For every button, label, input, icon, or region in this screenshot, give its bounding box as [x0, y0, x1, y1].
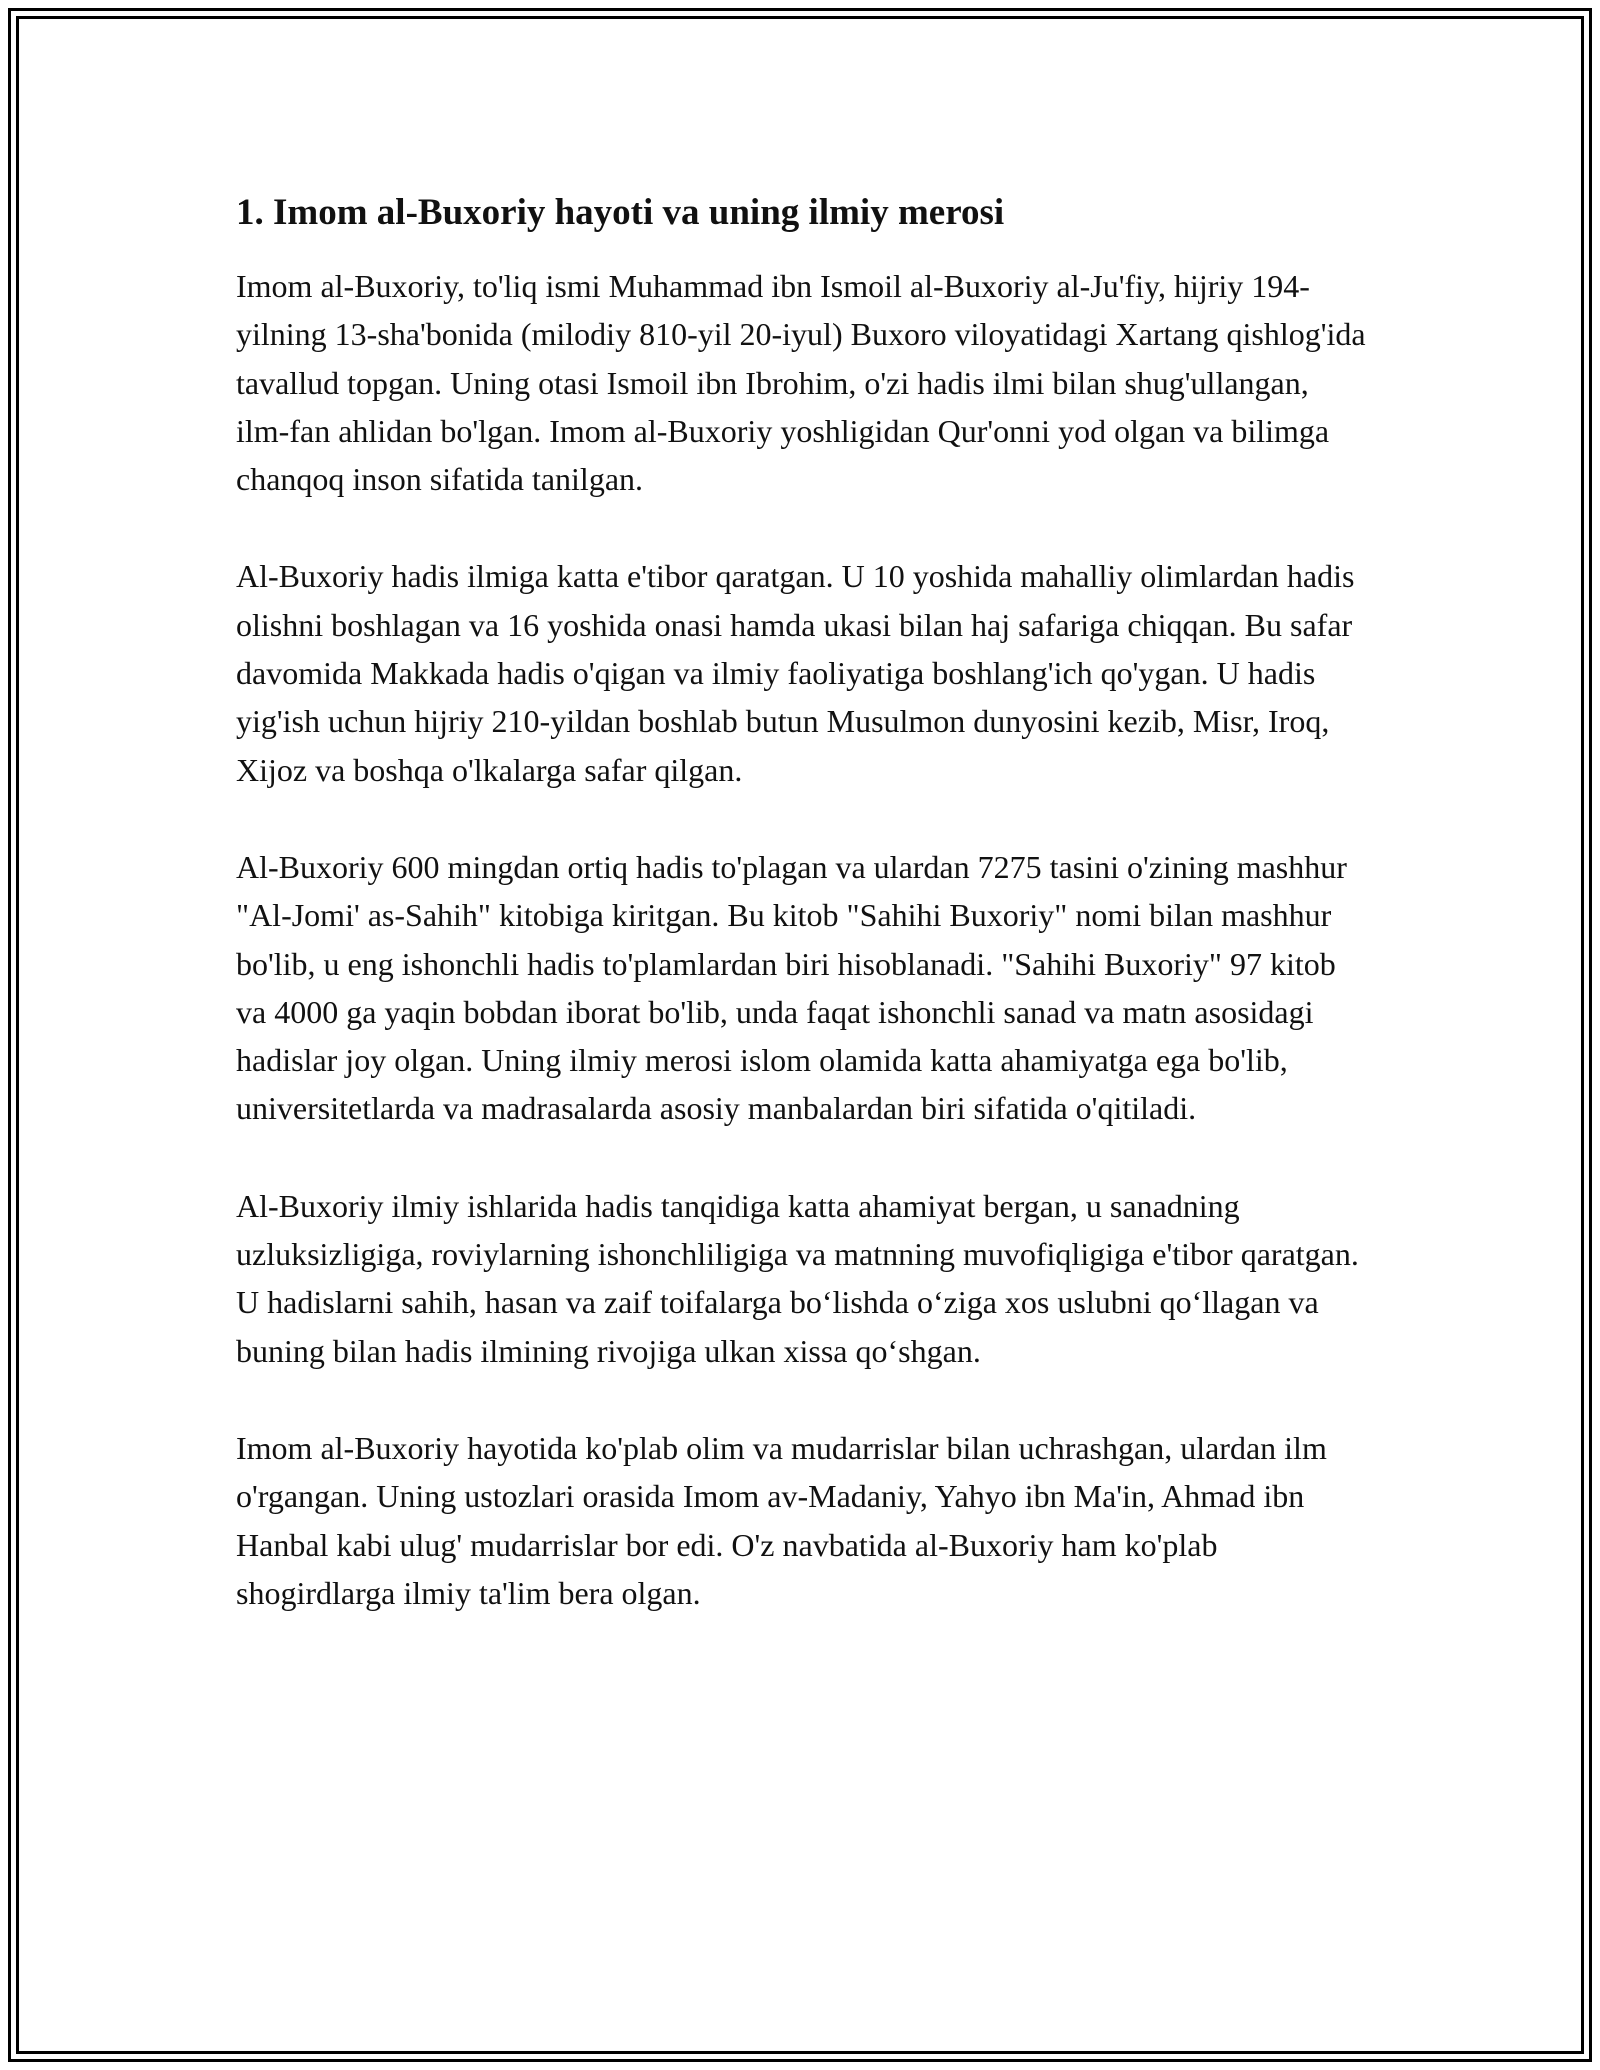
document-body: [236, 188, 1366, 1666]
paragraph-hadith-study: Al-Buxoriy hadis ilmiga katta e'tibor qaratgan. U 10 yoshida mahalliy olimlardan hadis olishni boshlagan va 16 yoshida onasi hamda ukasi bilan haj safariga chiqqan. Bu safar davomida Makkada hadis o'qigan va ilmiy faoliyatiga boshlang'ich qo'ygan. U hadis yig'ish uchun hijriy 210-yildan boshlab butun Musulmon dunyosini kezib, Misr, Iroq, Xijoz va boshqa o'lkalarga safar qilgan.: [236, 558, 1355, 788]
document-title: 1. Imom al-Buxoriy hayoti va uning ilmiy merosi: [236, 192, 1005, 233]
paragraph-biography: Imom al-Buxoriy, to'liq ismi Muhammad ibn Ismoil al-Buxoriy al-Ju'fiy, hijriy 194-yilning 13-sha'bonida (milodiy 810-yil 20-iyul) Buxoro viloyatidagi Xartang qishlog'ida tavallud topgan. Uning otasi Ismoil ibn Ibrohim, o'zi hadis ilmi bilan shug'ullangan, ilm-fan ahlidan bo'lgan. Imom al-Buxoriy yoshligidan Qur'onni yod olgan va bilimga chanqoq inson sifatida tanilgan.: [236, 268, 1366, 498]
paragraph-sahih-bukhari: Al-Buxoriy 600 mingdan ortiq hadis to'plagan va ulardan 7275 tasini o'zining mashhur "Al-Jomi' as-Sahih" kitobiga kiritgan. Bu kitob "Sahihi Buxoriy" nomi bilan mashhur bo'lib, u eng ishonchli hadis to'plamlardan biri hisoblanadi. "Sahihi Buxoriy" 97 kitob va 4000 ga yaqin bobdan iborat bo'lib, unda faqat ishonchli sanad va matn asosidagi hadislar joy olgan. Uning ilmiy merosi islom olamida katta ahamiyatga ega bo'lib, universitetlarda va madrasalarda asosiy manbalardan biri sifatida o'qitiladi.: [236, 848, 1347, 1127]
paragraph-hadith-criticism: Al-Buxoriy ilmiy ishlarida hadis tanqidiga katta ahamiyat bergan, u sanadning uzluksizligiga, roviylarning ishonchliligiga va matnning muvofiqligiga e'tibor qaratgan. U hadislarni sahih, hasan va zaif toifalarga bo‘lishda o‘ziga xos uslubni qo‘llagan va buning bilan hadis ilmining rivojiga ulkan xissa qo‘shgan.: [236, 1187, 1359, 1369]
paragraph-teachers: Imom al-Buxoriy hayotida ko'plab olim va mudarrislar bilan uchrashgan, ulardan ilm o'rgangan. Uning ustozlari orasida Imom av-Madaniy, Yahyo ibn Ma'in, Ahmad ibn Hanbal kabi ulug' mudarrislar bor edi. O'z navbatida al-Buxoriy ham ko'plab shogirdlarga ilmiy ta'lim bera olgan.: [236, 1429, 1327, 1611]
